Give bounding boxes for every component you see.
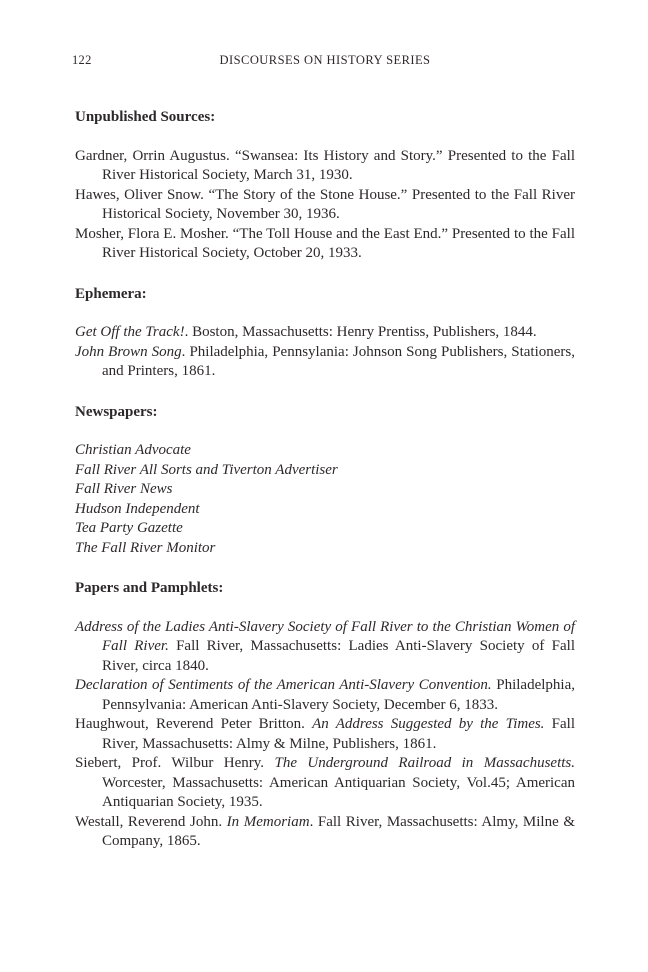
bibliography-entry (75, 461, 575, 481)
running-header: DISCOURSES ON HISTORY SERIES (219, 53, 431, 67)
entry-text: Hawes, Oliver Snow. “The Story of the Stone House.” Presented to the Fall River Historical Society, November 30, 1936. (75, 186, 575, 222)
entry-title-italic: John Brown Song (75, 343, 182, 360)
entry-title-italic: Christian Advocate (75, 442, 191, 458)
entry-title-italic: In Memoriam (226, 813, 310, 830)
bibliography (75, 108, 575, 852)
entry-text: Worcester, Massachusetts: American Antiquarian Society, Vol.45; American Antiquarian Society, 1935. (102, 774, 575, 810)
entry-title-italic: Tea Party Gazette (75, 520, 183, 536)
section-heading: Unpublished Sources: (75, 109, 216, 125)
section-heading: Ephemera: (75, 285, 147, 302)
entry-title-italic: The Underground Railroad in Massachusetts. (274, 755, 576, 771)
entry-title-italic: Declaration of Sentiments of the American Anti-Slavery Convention. (75, 677, 492, 693)
entry-text: Philadelphia, Pennsylvania: American Anti-Slavery Society, December 6, 1833. (102, 677, 575, 713)
bibliography-entry (75, 225, 575, 264)
entry-title-italic: Hudson Independent (75, 500, 200, 517)
bibliography-entry (75, 186, 575, 225)
entry-text: Westall, Reverend John. (75, 813, 227, 830)
entry-text: Fall River, Massachusetts: Ladies Anti-Slavery Society of Fall River, circa 1840. (102, 638, 575, 674)
section-heading: Newspapers: (75, 403, 158, 420)
entry-title-italic: The Fall River Monitor (75, 539, 216, 556)
entry-title-italic: Fall River All Sorts and Tiverton Advertiser (75, 461, 338, 478)
entry-text: . Boston, Massachusetts: Henry Prentiss, Publishers, 1844. (184, 324, 537, 340)
entry-title-italic: Fall River News (75, 481, 173, 497)
bibliography-entry (75, 676, 575, 715)
bibliography-entry (75, 441, 575, 461)
page-header (72, 53, 575, 69)
bibliography-entry (75, 323, 575, 343)
section-entries (75, 618, 575, 852)
entry-text: . Philadelphia, Pennsylania: Johnson Song Publishers, Stationers, and Printers, 1861. (102, 343, 576, 379)
bibliography-entry (75, 618, 575, 677)
entry-title-italic: An Address Suggested by the Times. (312, 716, 545, 732)
section-heading: Papers and Pamphlets: (75, 580, 224, 596)
entry-title-italic: Address of the Ladies Anti-Slavery Society of Fall River to the Christian Women of Fall River. (75, 618, 575, 654)
bibliography-entry (75, 480, 575, 500)
page-number: 122 (72, 53, 92, 67)
entry-text: . Fall River, Massachusetts: Almy, Milne & Company, 1865. (102, 813, 575, 849)
entry-text: Haughwout, Reverend Peter Britton. (75, 716, 313, 732)
entry-text: Siebert, Prof. Wilbur Henry. (75, 755, 275, 771)
section-entries (75, 147, 575, 264)
entry-text: Mosher, Flora E. Mosher. “The Toll House and the East End.” Presented to the Fall River Historical Society, October 20, 1933. (75, 225, 575, 261)
bibliography-entry (75, 813, 575, 852)
bibliography-entry (75, 519, 575, 539)
entry-text: Gardner, Orrin Augustus. “Swansea: Its History and Story.” Presented to the Fall River Historical Society, March 31, 1930. (75, 147, 575, 183)
bibliography-entry (75, 500, 575, 520)
bibliography-entry (75, 147, 575, 186)
entry-title-italic: Get Off the Track! (75, 324, 185, 340)
bibliography-entry (75, 715, 575, 754)
bibliography-entry (75, 343, 575, 382)
bibliography-entry (75, 754, 575, 813)
section-entries (75, 441, 575, 558)
section-entries (75, 323, 575, 382)
entry-text: Fall River, Massachusetts: Almy & Milne, Publishers, 1861. (102, 716, 575, 752)
bibliography-entry (75, 539, 575, 559)
